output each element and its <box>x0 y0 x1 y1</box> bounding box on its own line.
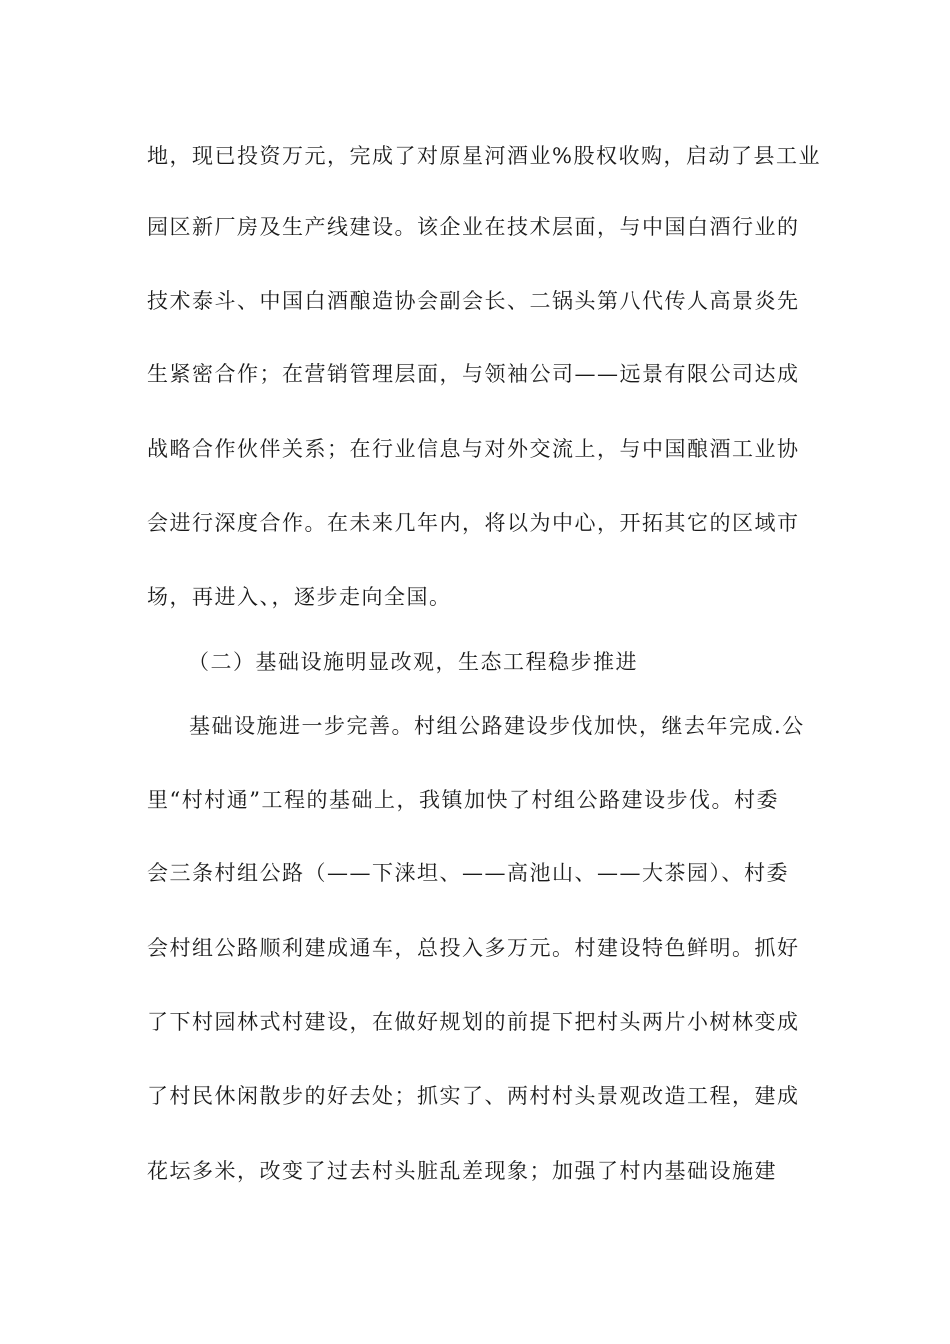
text-line: 技术泰斗、中国白酒酿造协会副会长、二锅头第八代传人高景炎先 <box>147 289 800 313</box>
text-line: 里“村村通”工程的基础上，我镇加快了村组公路建设步伐。村委 <box>147 788 779 812</box>
text-line: 会村组公路顺利建成通车，总投入多万元。村建设特色鲜明。抓好 <box>147 936 800 960</box>
text-line: 了下村园林式村建设，在做好规划的前提下把村头两片小树林变成 <box>147 1010 800 1034</box>
text-line: 园区新厂房及生产线建设。该企业在技术层面，与中国白酒行业的 <box>147 215 800 239</box>
text-line: 会三条村组公路（——下涞坦、——高池山、——大茶园）、村委 <box>147 861 789 885</box>
text-line: 战略合作伙伴关系；在行业信息与对外交流上，与中国酿酒工业协 <box>147 437 800 461</box>
text-line: 了村民休闲散步的好去处；抓实了、两村村头景观改造工程，建成 <box>147 1084 800 1108</box>
text-line: 生紧密合作；在营销管理层面，与领袖公司——远景有限公司达成 <box>147 362 800 386</box>
text-line: 花坛多米，改变了过去村头脏乱差现象；加强了村内基础设施建 <box>147 1159 777 1183</box>
paragraph-first-line: 基础设施进一步完善。村组公路建设步伐加快，继去年完成.公 <box>189 714 805 738</box>
section-heading: （二）基础设施明显改观，生态工程稳步推进 <box>188 650 638 674</box>
text-line: 地，现已投资万元，完成了对原星河酒业%股权收购，启动了县工业 <box>147 144 821 168</box>
text-line: 会进行深度合作。在未来几年内，将以为中心，开拓其它的区域市 <box>147 511 800 535</box>
text-line: 场，再进入、，逐步走向全国。 <box>147 585 452 609</box>
